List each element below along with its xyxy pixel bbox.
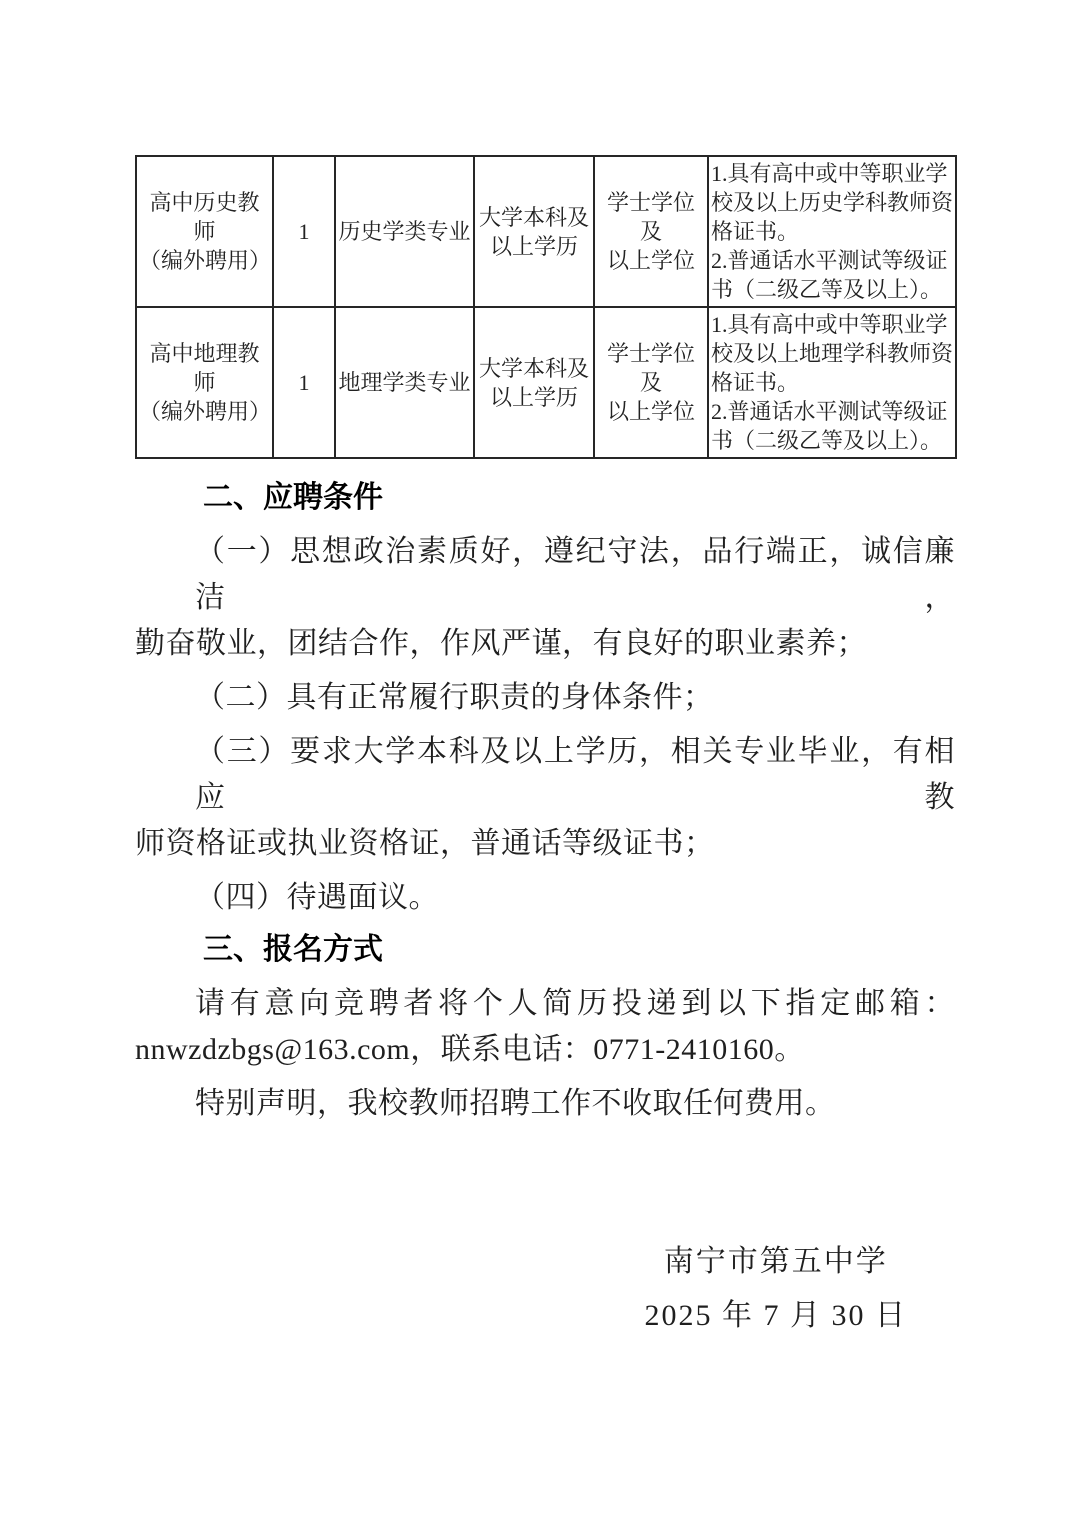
section-3-heading: 三、报名方式 [203, 933, 383, 966]
degree-cell [594, 156, 708, 307]
application-paragraph-1-line-1: 请有意向竞聘者将个人简历投递到以下指定邮箱： [195, 987, 955, 1020]
application-disclaimer: 特别声明，我校教师招聘工作不收取任何费用。 [195, 1087, 836, 1120]
requirement-item: 2.普通话水平测试等级证书（二级乙等及以上）。 [711, 248, 948, 302]
degree-line: 学士学位及 [606, 190, 695, 244]
requirement-item: 1.具有高中或中等职业学校及以上地理学科教师资格证书。 [711, 312, 954, 395]
table-row [136, 156, 956, 307]
job-positions-table [135, 155, 957, 459]
major-cell: 历史学类专业 [335, 156, 474, 307]
requirement-item: 2.普通话水平测试等级证书（二级乙等及以上）。 [711, 399, 948, 453]
conditions-paragraph-3-line-1: （三）要求大学本科及以上学历，相关专业毕业，有相应教 [195, 735, 955, 814]
position-line: 高中历史教师 [149, 190, 260, 244]
education-line: 大学本科及 [478, 355, 589, 381]
section-2-heading: 二、应聘条件 [203, 481, 383, 514]
position-line: （编外聘用） [139, 399, 272, 424]
document-content [0, 155, 1080, 1343]
education-line: 以上学历 [489, 233, 578, 259]
conditions-paragraph-3-line-2: 师资格证或执业资格证，普通话等级证书； [135, 827, 715, 860]
major-cell: 地理学类专业 [335, 307, 474, 458]
degree-cell [594, 307, 708, 458]
requirements-cell [708, 307, 956, 458]
degree-line: 以上学位 [606, 248, 695, 273]
education-cell [474, 156, 594, 307]
education-line: 以上学历 [489, 384, 578, 410]
position-line: 高中地理教师 [149, 341, 260, 395]
conditions-paragraph-1-line-1: （一）思想政治素质好，遵纪守法，品行端正，诚信廉洁， [195, 535, 955, 614]
requirements-cell [708, 156, 956, 307]
count-cell: 1 [273, 307, 335, 458]
education-cell [474, 307, 594, 458]
conditions-paragraph-1-line-2: 勤奋敬业，团结合作，作风严谨，有良好的职业素养； [135, 627, 867, 660]
position-line: （编外聘用） [139, 248, 272, 273]
education-line: 大学本科及 [478, 204, 589, 230]
conditions-paragraph-2: （二）具有正常履行职责的身体条件； [195, 681, 714, 714]
count-cell: 1 [273, 156, 335, 307]
requirement-item: 1.具有高中或中等职业学校及以上历史学科教师资格证书。 [711, 161, 954, 244]
conditions-paragraph-4: （四）待遇面议。 [195, 881, 439, 914]
degree-line: 学士学位及 [606, 341, 695, 395]
application-contact-line: nnwzdzbgs@163.com，联系电话：0771-2410160。 [135, 1033, 805, 1066]
signature-date: 2025 年 7 月 30 日 [644, 1299, 907, 1332]
position-cell [136, 307, 273, 458]
signature-block [645, 1235, 908, 1343]
table-row [136, 307, 956, 458]
degree-line: 以上学位 [606, 399, 695, 424]
position-cell [136, 156, 273, 307]
signature-org: 南宁市第五中学 [663, 1245, 888, 1278]
